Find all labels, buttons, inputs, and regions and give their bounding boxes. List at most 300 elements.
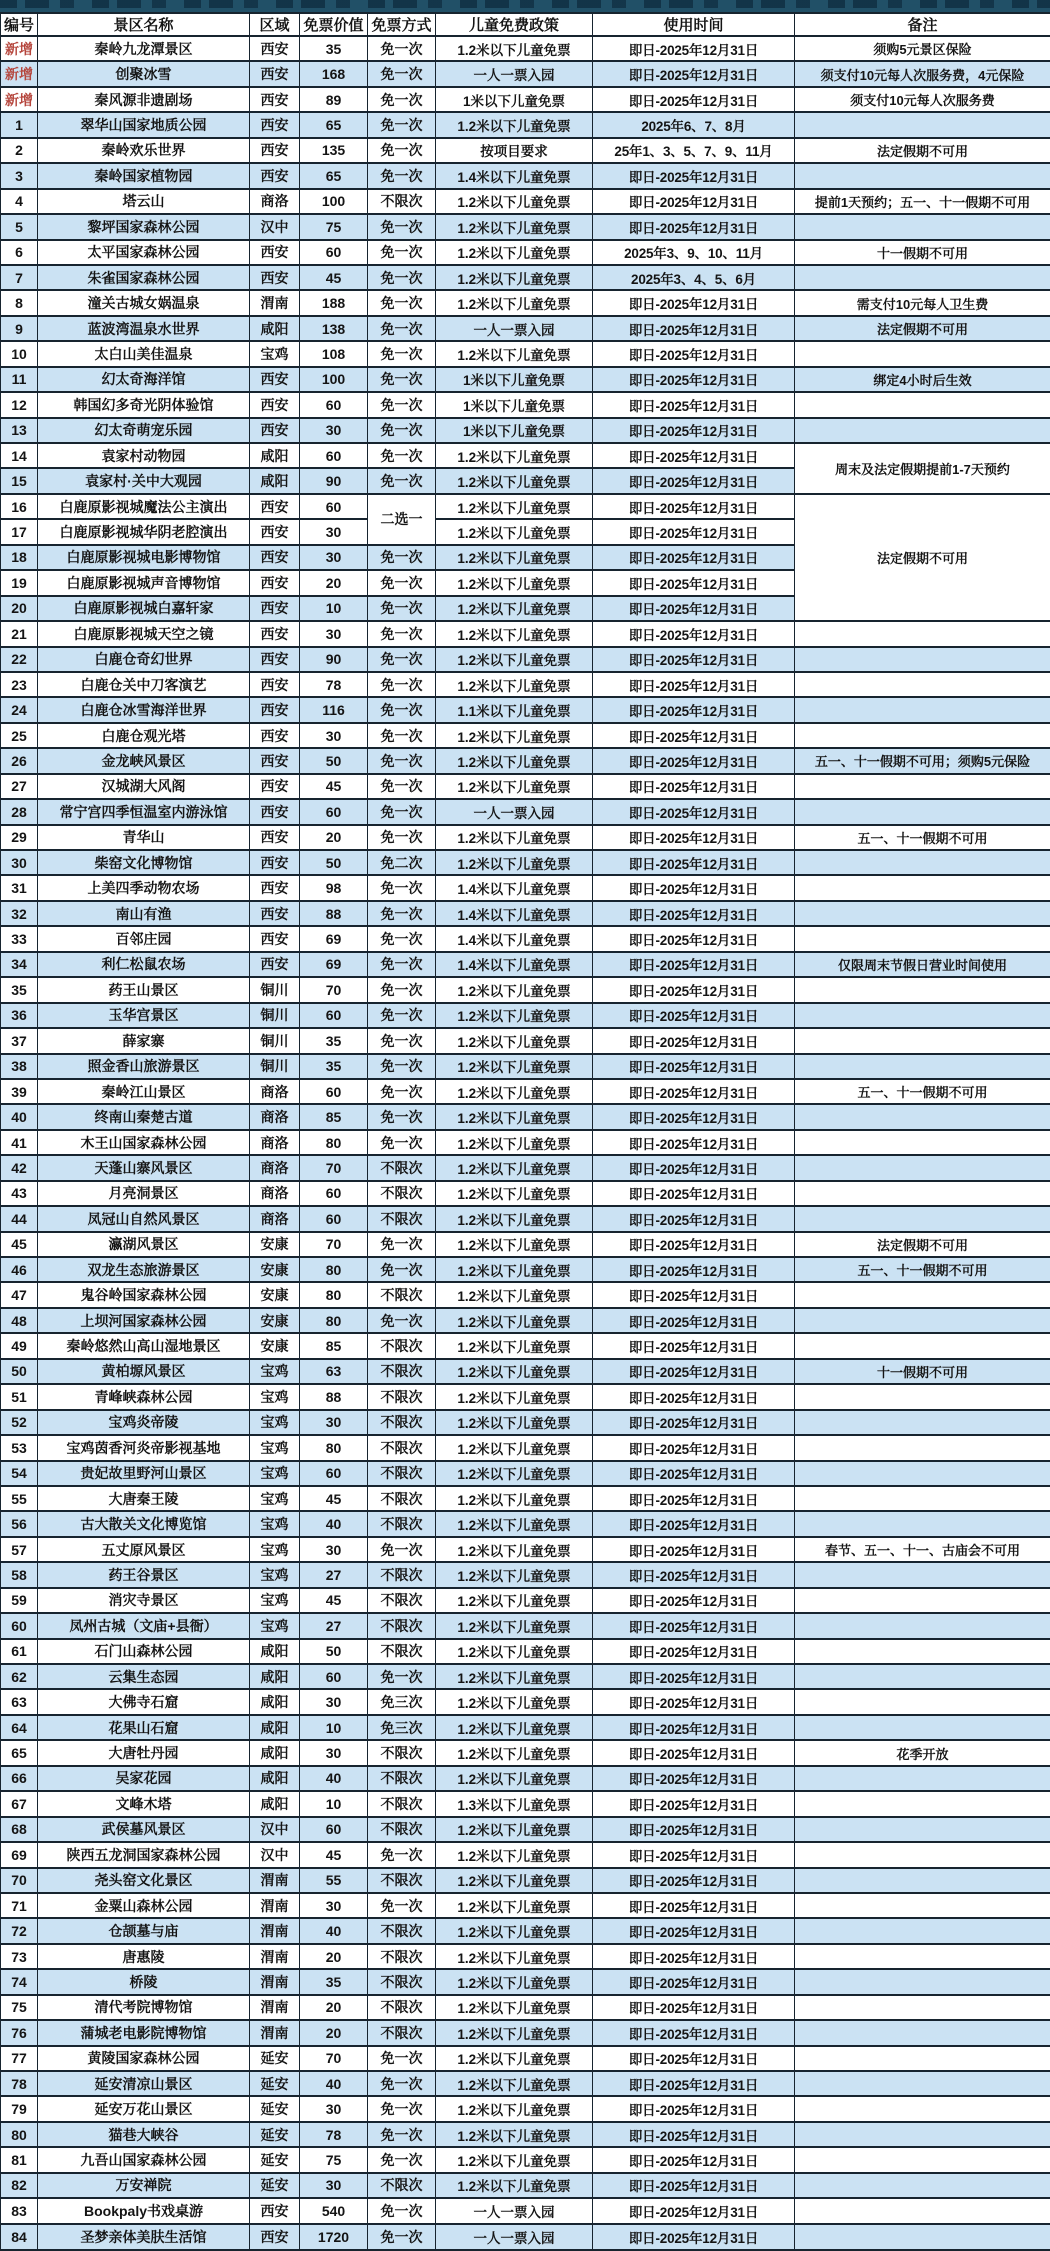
table-row: [1, 214, 1050, 239]
cell-region: 汉中: [250, 214, 300, 239]
table-row: [1, 850, 1050, 875]
table-row: [1, 1054, 1050, 1079]
cell-ticket-value: 80: [300, 1257, 368, 1282]
cell-region: 商洛: [250, 1206, 300, 1231]
cell-scenic-name: 延安清凉山景区: [38, 2071, 250, 2096]
table-row: [1, 1918, 1050, 1943]
cell-ticket-value: 88: [300, 901, 368, 926]
cell-scenic-name: 鬼谷岭国家森林公园: [38, 1282, 250, 1307]
table-row: [1, 2173, 1050, 2198]
cell-free-method: 免三次: [368, 1715, 436, 1740]
cell-region: 安康: [250, 1333, 300, 1358]
table-row: [1, 1155, 1050, 1180]
cell-scenic-name: 桥陵: [38, 1969, 250, 1994]
cell-free-method: 免一次: [368, 36, 436, 61]
cell-free-method: 免一次: [368, 875, 436, 900]
cell-scenic-name: 百邻庄园: [38, 926, 250, 951]
cell-region: 延安: [250, 2147, 300, 2172]
cell-valid-period: 即日-2025年12月31日: [593, 290, 795, 315]
cell-ticket-value: 30: [300, 1740, 368, 1765]
cell-child-policy: 1.2米以下儿童免票: [436, 1969, 593, 1994]
cell-child-policy: 1.2米以下儿童免票: [436, 977, 593, 1002]
cell-ticket-value: 20: [300, 1944, 368, 1969]
cell-child-policy: 1.2米以下儿童免票: [436, 494, 593, 519]
cell-scenic-name: 陕西五龙洞国家森林公园: [38, 1842, 250, 1867]
table-row: [1, 61, 1050, 86]
cell-child-policy: 1.2米以下儿童免票: [436, 112, 593, 137]
table-row: [1, 1104, 1050, 1129]
cell-child-policy: 1.2米以下儿童免票: [436, 1308, 593, 1333]
cell-region: 西安: [250, 2198, 300, 2223]
cell-free-method: 免一次: [368, 2224, 436, 2250]
cell-number: 16: [1, 494, 38, 519]
table-row: [1, 723, 1050, 748]
cell-ticket-value: 30: [300, 545, 368, 570]
cell-number: 6: [1, 240, 38, 265]
cell-child-policy: 1.2米以下儿童免票: [436, 2147, 593, 2172]
cell-valid-period: 即日-2025年12月31日: [593, 1613, 795, 1638]
cell-ticket-value: 55: [300, 1868, 368, 1893]
cell-valid-period: 即日-2025年12月31日: [593, 1588, 795, 1613]
cell-number: 58: [1, 1562, 38, 1587]
cell-free-method: 不限次: [368, 1486, 436, 1511]
cell-valid-period: 即日-2025年12月31日: [593, 1639, 795, 1664]
cell-region: 西安: [250, 2224, 300, 2250]
cell-child-policy: 1.1米以下儿童免票: [436, 697, 593, 722]
cell-valid-period: 即日-2025年12月31日: [593, 392, 795, 417]
cell-remarks: 法定假期不可用: [795, 1232, 1050, 1257]
cell-free-method: 免一次: [368, 774, 436, 799]
table-row: [1, 1232, 1050, 1257]
cell-number: 15: [1, 468, 38, 493]
table-row: [1, 1130, 1050, 1155]
cell-number: 39: [1, 1079, 38, 1104]
cell-remarks: [795, 2020, 1050, 2045]
cell-region: 延安: [250, 2046, 300, 2071]
cell-scenic-name: 照金香山旅游景区: [38, 1054, 250, 1079]
table-row: [1, 1257, 1050, 1282]
header-row: [1, 13, 1050, 36]
cell-free-method: 免一次: [368, 621, 436, 646]
cell-child-policy: 1.2米以下儿童免票: [436, 1486, 593, 1511]
cell-valid-period: 即日-2025年12月31日: [593, 1893, 795, 1918]
table-row: [1, 977, 1050, 1002]
cell-scenic-name: 白鹿原影视城声音博物馆: [38, 570, 250, 595]
table-row: [1, 697, 1050, 722]
cell-valid-period: 即日-2025年12月31日: [593, 2224, 795, 2250]
cell-scenic-name: 翠华山国家地质公园: [38, 112, 250, 137]
cell-ticket-value: 90: [300, 647, 368, 672]
cell-number: 63: [1, 1689, 38, 1714]
cell-child-policy: 一人一票入园: [436, 61, 593, 86]
cell-number: 35: [1, 977, 38, 1002]
cell-valid-period: 即日-2025年12月31日: [593, 901, 795, 926]
cell-valid-period: 即日-2025年12月31日: [593, 748, 795, 773]
cell-child-policy: 1.2米以下儿童免票: [436, 1740, 593, 1765]
cell-child-policy: 1.2米以下儿童免票: [436, 1918, 593, 1943]
table-row: [1, 875, 1050, 900]
cell-region: 宝鸡: [250, 1537, 300, 1562]
cell-number: 26: [1, 748, 38, 773]
cell-free-method: 免一次: [368, 596, 436, 621]
cell-remarks: [795, 1588, 1050, 1613]
cell-number: 13: [1, 418, 38, 443]
cell-remarks: [795, 2046, 1050, 2071]
cell-remarks: [795, 1918, 1050, 1943]
cell-scenic-name: 大唐秦王陵: [38, 1486, 250, 1511]
cell-free-method: 免一次: [368, 1104, 436, 1129]
cell-region: 西安: [250, 545, 300, 570]
cell-child-policy: 1.2米以下儿童免票: [436, 1384, 593, 1409]
cell-child-policy: 1.2米以下儿童免票: [436, 1282, 593, 1307]
cell-scenic-name: 药王山景区: [38, 977, 250, 1002]
cell-free-method: 不限次: [368, 1969, 436, 1994]
cell-valid-period: 即日-2025年12月31日: [593, 1740, 795, 1765]
cell-remarks: 仅限周末节假日营业时间使用: [795, 952, 1050, 977]
cell-region: 延安: [250, 2122, 300, 2147]
cell-scenic-name: 秦岭悠然山高山湿地景区: [38, 1333, 250, 1358]
cell-valid-period: 即日-2025年12月31日: [593, 2046, 795, 2071]
cell-remarks: [795, 392, 1050, 417]
scenic-spots-free-ticket-table: [0, 12, 1050, 2251]
cell-region: 西安: [250, 697, 300, 722]
cell-child-policy: 1.2米以下儿童免票: [436, 341, 593, 366]
cell-ticket-value: 60: [300, 1461, 368, 1486]
cell-valid-period: 即日-2025年12月31日: [593, 1155, 795, 1180]
cell-ticket-value: 40: [300, 1918, 368, 1943]
table-row: [1, 2071, 1050, 2096]
cell-ticket-value: 30: [300, 2096, 368, 2121]
cell-scenic-name: 瀛湖风景区: [38, 1232, 250, 1257]
cell-number: 82: [1, 2173, 38, 2198]
table-row: [1, 1868, 1050, 1893]
cell-child-policy: 1.2米以下儿童免票: [436, 2071, 593, 2096]
cell-number: 新增: [1, 61, 38, 86]
cell-remarks: 十一假期不可用: [795, 1359, 1050, 1384]
cell-valid-period: 即日-2025年12月31日: [593, 774, 795, 799]
cell-free-method: 不限次: [368, 1588, 436, 1613]
cell-scenic-name: 潼关古城女娲温泉: [38, 290, 250, 315]
cell-region: 延安: [250, 2071, 300, 2096]
cell-remarks: 法定假期不可用: [795, 138, 1050, 163]
cell-region: 汉中: [250, 1817, 300, 1842]
cell-region: 渭南: [250, 2020, 300, 2045]
cell-valid-period: 即日-2025年12月31日: [593, 1868, 795, 1893]
cell-valid-period: 即日-2025年12月31日: [593, 1410, 795, 1435]
cell-free-method: 免一次: [368, 1028, 436, 1053]
cell-scenic-name: 木王山国家森林公园: [38, 1130, 250, 1155]
cell-free-method: 免一次: [368, 2096, 436, 2121]
cell-ticket-value: 90: [300, 468, 368, 493]
cell-scenic-name: 消灾寺景区: [38, 1588, 250, 1613]
cell-scenic-name: 终南山秦楚古道: [38, 1104, 250, 1129]
cell-remarks: [795, 1639, 1050, 1664]
cell-number: 28: [1, 799, 38, 824]
cell-child-policy: 1.2米以下儿童免票: [436, 621, 593, 646]
cell-free-method: 不限次: [368, 1206, 436, 1231]
cell-region: 西安: [250, 392, 300, 417]
cell-remarks: [795, 2071, 1050, 2096]
cell-region: 铜川: [250, 1003, 300, 1028]
cell-ticket-value: 80: [300, 1308, 368, 1333]
cell-number: 74: [1, 1969, 38, 1994]
cell-remarks: [795, 774, 1050, 799]
cell-valid-period: 即日-2025年12月31日: [593, 2096, 795, 2121]
cell-valid-period: 即日-2025年12月31日: [593, 1054, 795, 1079]
cell-region: 商洛: [250, 1079, 300, 1104]
table-row: [1, 36, 1050, 61]
cell-region: 渭南: [250, 1944, 300, 1969]
cell-scenic-name: 仓颉墓与庙: [38, 1918, 250, 1943]
cell-region: 渭南: [250, 1868, 300, 1893]
cell-remarks: [795, 1206, 1050, 1231]
table-row: [1, 1766, 1050, 1791]
cell-ticket-value: 30: [300, 2173, 368, 2198]
cell-scenic-name: 猫巷大峡谷: [38, 2122, 250, 2147]
table-row: [1, 1537, 1050, 1562]
cell-child-policy: 一人一票入园: [436, 2224, 593, 2250]
cell-remarks: 法定假期不可用: [795, 494, 1050, 621]
table-row: [1, 2096, 1050, 2121]
cell-free-method: 不限次: [368, 1410, 436, 1435]
cell-remarks: [795, 1181, 1050, 1206]
cell-scenic-name: 大佛寺石窟: [38, 1689, 250, 1714]
cell-child-policy: 1米以下儿童免票: [436, 418, 593, 443]
table-row: [1, 316, 1050, 341]
cell-number: 27: [1, 774, 38, 799]
cell-free-method: 二选一: [368, 494, 436, 545]
cell-remarks: [795, 2198, 1050, 2223]
cell-child-policy: 1.4米以下儿童免票: [436, 952, 593, 977]
cell-remarks: [795, 1689, 1050, 1714]
cell-scenic-name: 延安万花山景区: [38, 2096, 250, 2121]
col-header-valid-period: 使用时间: [593, 13, 795, 36]
cell-remarks: [795, 1562, 1050, 1587]
table-row: [1, 1664, 1050, 1689]
cell-ticket-value: 30: [300, 723, 368, 748]
cell-valid-period: 即日-2025年12月31日: [593, 1995, 795, 2020]
cell-valid-period: 即日-2025年12月31日: [593, 1079, 795, 1104]
cell-remarks: [795, 214, 1050, 239]
table-row: [1, 901, 1050, 926]
table-row: [1, 2224, 1050, 2250]
cell-scenic-name: 薛家寨: [38, 1028, 250, 1053]
cell-child-policy: 1.2米以下儿童免票: [436, 1028, 593, 1053]
cell-ticket-value: 100: [300, 189, 368, 214]
cell-scenic-name: 黄柏塬风景区: [38, 1359, 250, 1384]
cell-remarks: [795, 1511, 1050, 1536]
cell-free-method: 不限次: [368, 1613, 436, 1638]
cell-remarks: [795, 697, 1050, 722]
cell-region: 渭南: [250, 1918, 300, 1943]
cell-free-method: 免一次: [368, 901, 436, 926]
cell-remarks: [795, 2147, 1050, 2172]
cell-free-method: 不限次: [368, 2020, 436, 2045]
cell-number: 18: [1, 545, 38, 570]
cell-valid-period: 即日-2025年12月31日: [593, 1130, 795, 1155]
cell-free-method: 不限次: [368, 1868, 436, 1893]
cell-number: 10: [1, 341, 38, 366]
cell-child-policy: 1.2米以下儿童免票: [436, 1359, 593, 1384]
cell-number: 65: [1, 1740, 38, 1765]
cell-child-policy: 1.4米以下儿童免票: [436, 901, 593, 926]
cell-ticket-value: 35: [300, 1054, 368, 1079]
cell-ticket-value: 168: [300, 61, 368, 86]
cell-scenic-name: 秦岭江山景区: [38, 1079, 250, 1104]
cell-number: 71: [1, 1893, 38, 1918]
table-row: [1, 1206, 1050, 1231]
cell-free-method: 免一次: [368, 265, 436, 290]
table-row: [1, 494, 1050, 519]
cell-valid-period: 即日-2025年12月31日: [593, 977, 795, 1002]
cell-number: 75: [1, 1995, 38, 2020]
cell-free-method: 免一次: [368, 1537, 436, 1562]
cell-free-method: 免一次: [368, 468, 436, 493]
cell-scenic-name: 常宁宫四季恒温室内游泳馆: [38, 799, 250, 824]
cell-number: 78: [1, 2071, 38, 2096]
table-row: [1, 1308, 1050, 1333]
cell-region: 西安: [250, 748, 300, 773]
table-row: [1, 799, 1050, 824]
cell-ticket-value: 80: [300, 1282, 368, 1307]
cell-free-method: 免一次: [368, 1308, 436, 1333]
cell-child-policy: 1.2米以下儿童免票: [436, 265, 593, 290]
cell-ticket-value: 35: [300, 36, 368, 61]
cell-scenic-name: 幻太奇海洋馆: [38, 367, 250, 392]
cell-ticket-value: 30: [300, 1537, 368, 1562]
cell-number: 36: [1, 1003, 38, 1028]
cell-ticket-value: 75: [300, 214, 368, 239]
cell-number: 24: [1, 697, 38, 722]
cell-region: 西安: [250, 367, 300, 392]
cell-free-method: 免一次: [368, 977, 436, 1002]
table-row: [1, 240, 1050, 265]
cell-remarks: 周末及法定假期提前1-7天预约: [795, 443, 1050, 494]
cell-remarks: [795, 1486, 1050, 1511]
cell-free-method: 免一次: [368, 87, 436, 112]
cell-free-method: 不限次: [368, 1944, 436, 1969]
cell-ticket-value: 20: [300, 570, 368, 595]
cell-valid-period: 即日-2025年12月31日: [593, 1206, 795, 1231]
cell-remarks: [795, 1410, 1050, 1435]
cell-child-policy: 1.2米以下儿童免票: [436, 1562, 593, 1587]
cell-ticket-value: 85: [300, 1104, 368, 1129]
cell-number: 22: [1, 647, 38, 672]
cell-child-policy: 1.2米以下儿童免票: [436, 545, 593, 570]
col-header-remarks: 备注: [795, 13, 1050, 36]
cell-valid-period: 即日-2025年12月31日: [593, 1511, 795, 1536]
cell-scenic-name: 药王谷景区: [38, 1562, 250, 1587]
cell-region: 西安: [250, 926, 300, 951]
cell-ticket-value: 35: [300, 1028, 368, 1053]
cell-remarks: 法定假期不可用: [795, 316, 1050, 341]
cell-number: 47: [1, 1282, 38, 1307]
cell-child-policy: 1.2米以下儿童免票: [436, 672, 593, 697]
cell-free-method: 免一次: [368, 290, 436, 315]
cell-scenic-name: 贵妃故里野河山景区: [38, 1461, 250, 1486]
cell-remarks: 五一、十一假期不可用；须购5元保险: [795, 748, 1050, 773]
cell-scenic-name: 吴家花园: [38, 1766, 250, 1791]
cell-child-policy: 1.4米以下儿童免票: [436, 926, 593, 951]
cell-region: 西安: [250, 672, 300, 697]
cell-remarks: [795, 621, 1050, 646]
cell-ticket-value: 60: [300, 392, 368, 417]
cell-scenic-name: 金粟山森林公园: [38, 1893, 250, 1918]
cell-child-policy: 1.2米以下儿童免票: [436, 570, 593, 595]
cell-ticket-value: 50: [300, 748, 368, 773]
cell-scenic-name: 柴窑文化博物馆: [38, 850, 250, 875]
cell-scenic-name: 玉华宫景区: [38, 1003, 250, 1028]
cell-child-policy: 1.2米以下儿童免票: [436, 748, 593, 773]
cell-valid-period: 即日-2025年12月31日: [593, 1028, 795, 1053]
cell-remarks: [795, 1995, 1050, 2020]
table-row: [1, 138, 1050, 163]
cell-scenic-name: 云集生态园: [38, 1664, 250, 1689]
cell-ticket-value: 40: [300, 1511, 368, 1536]
cell-scenic-name: 石门山森林公园: [38, 1639, 250, 1664]
cell-scenic-name: 宝鸡茵香河炎帝影视基地: [38, 1435, 250, 1460]
table-row: [1, 367, 1050, 392]
cell-scenic-name: 白鹿原影视城天空之镜: [38, 621, 250, 646]
cell-child-policy: 1.2米以下儿童免票: [436, 2046, 593, 2071]
cell-region: 铜川: [250, 1028, 300, 1053]
cell-ticket-value: 50: [300, 850, 368, 875]
cell-child-policy: 1.2米以下儿童免票: [436, 1995, 593, 2020]
table-row: [1, 2198, 1050, 2223]
cell-remarks: 须支付10元每人次服务费，4元保险: [795, 61, 1050, 86]
cell-valid-period: 即日-2025年12月31日: [593, 2147, 795, 2172]
cell-region: 宝鸡: [250, 1435, 300, 1460]
cell-region: 宝鸡: [250, 1562, 300, 1587]
cell-region: 延安: [250, 2173, 300, 2198]
cell-valid-period: 即日-2025年12月31日: [593, 570, 795, 595]
cell-region: 安康: [250, 1257, 300, 1282]
cell-remarks: [795, 1944, 1050, 1969]
cell-region: 渭南: [250, 1969, 300, 1994]
cell-free-method: 不限次: [368, 1740, 436, 1765]
cell-region: 咸阳: [250, 468, 300, 493]
cell-valid-period: 即日-2025年12月31日: [593, 1435, 795, 1460]
table-row: [1, 1588, 1050, 1613]
cell-child-policy: 1.2米以下儿童免票: [436, 1689, 593, 1714]
cell-free-method: 免一次: [368, 443, 436, 468]
cell-scenic-name: 朱雀国家森林公园: [38, 265, 250, 290]
cell-region: 宝鸡: [250, 1410, 300, 1435]
table-row: [1, 290, 1050, 315]
table-row: [1, 392, 1050, 417]
cell-number: 29: [1, 825, 38, 850]
cell-scenic-name: 五丈原风景区: [38, 1537, 250, 1562]
cell-valid-period: 即日-2025年12月31日: [593, 2198, 795, 2223]
cell-ticket-value: 60: [300, 1664, 368, 1689]
cell-ticket-value: 88: [300, 1384, 368, 1409]
cell-scenic-name: 秦岭九龙潭景区: [38, 36, 250, 61]
cell-valid-period: 即日-2025年12月31日: [593, 1842, 795, 1867]
cell-valid-period: 即日-2025年12月31日: [593, 926, 795, 951]
cell-region: 宝鸡: [250, 1461, 300, 1486]
cell-valid-period: 即日-2025年12月31日: [593, 316, 795, 341]
cell-number: 66: [1, 1766, 38, 1791]
cell-ticket-value: 65: [300, 163, 368, 188]
table-row: [1, 1689, 1050, 1714]
cell-ticket-value: 10: [300, 596, 368, 621]
cell-remarks: 须支付10元每人次服务费: [795, 87, 1050, 112]
cell-child-policy: 1.2米以下儿童免票: [436, 36, 593, 61]
cell-child-policy: 1.2米以下儿童免票: [436, 1944, 593, 1969]
cell-ticket-value: 60: [300, 443, 368, 468]
cell-free-method: 不限次: [368, 1817, 436, 1842]
cell-valid-period: 即日-2025年12月31日: [593, 443, 795, 468]
